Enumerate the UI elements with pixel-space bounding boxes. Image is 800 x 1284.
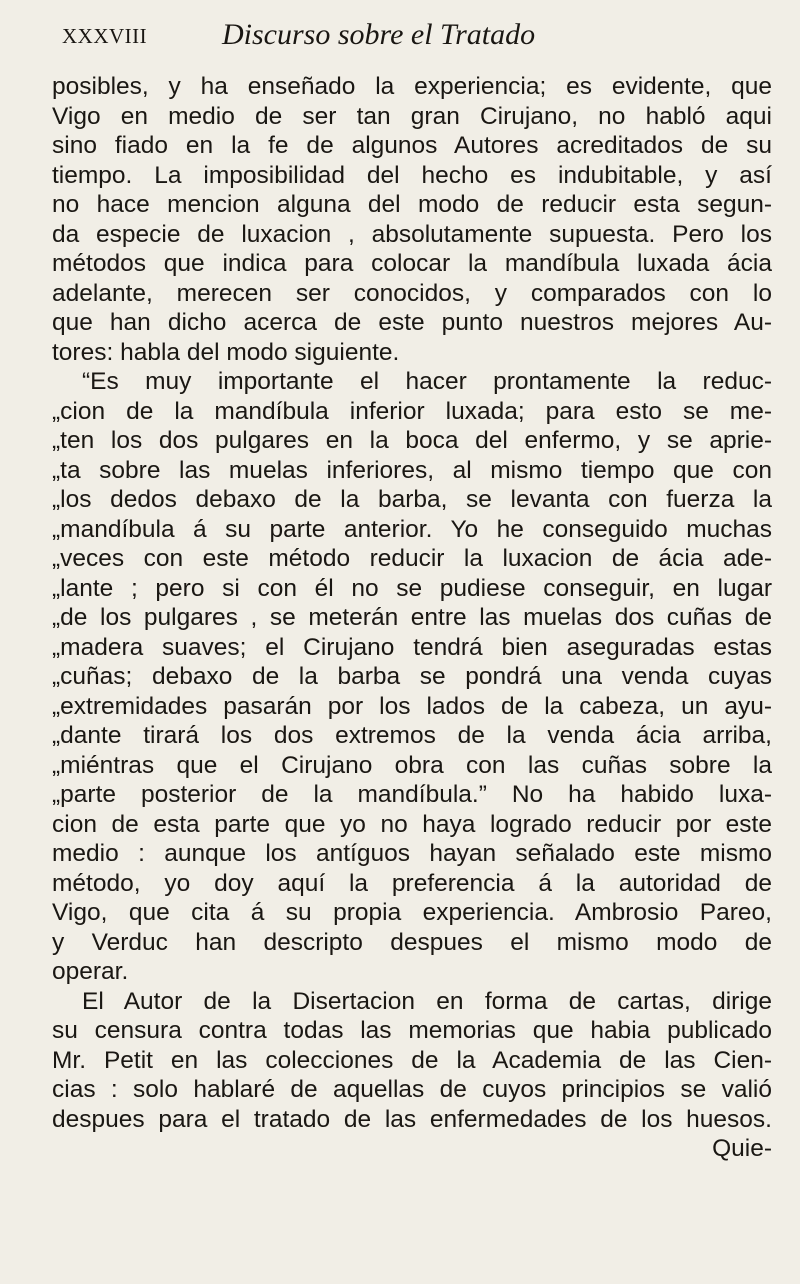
paragraph-end-line: operar. <box>52 958 129 985</box>
quote-line: „lante ; pero si con él no se pudiese conseguir, en lugar <box>52 574 772 602</box>
text-line: su censura contra todas las memorias que habia publicado <box>52 1017 772 1044</box>
running-head <box>62 18 740 64</box>
text-line: medio : aunque los antíguos hayan señalado este mismo <box>52 840 772 867</box>
text-line: adelante, merecen ser conocidos, y comparados con lo <box>52 279 772 307</box>
text-line: despues para el tratado de las enfermedades de los huesos. <box>52 1105 772 1133</box>
catchword: Quie- <box>712 1135 772 1162</box>
page-number: XXXVIII <box>62 24 148 48</box>
quote-line: „cion de la mandíbula inferior luxada; para esto se me- <box>52 397 772 425</box>
quote-line: „madera suaves; el Cirujano tendrá bien aseguradas estas <box>52 633 772 661</box>
quote-line: „cuñas; debaxo de la barba se pondrá una venda cuyas <box>52 663 772 690</box>
quote-line: „parte posterior de la mandíbula.” No ha habido luxa- <box>52 781 772 808</box>
quote-line: „miéntras que el Cirujano obra con las cuñas sobre la <box>52 751 772 779</box>
quote-line: „los dedos debaxo de la barba, se levanta con fuerza la <box>52 486 772 513</box>
text-line: Mr. Petit en las colecciones de la Academia de las Cien- <box>52 1046 772 1074</box>
quote-line: „de los pulgares , se meterán entre las muelas dos cuñas de <box>52 604 772 631</box>
text-line: no hace mencion alguna del modo de reducir esta segun- <box>52 191 772 218</box>
quote-line: „mandíbula á su parte anterior. Yo he conseguido muchas <box>52 515 772 543</box>
text-line: posibles, y ha enseñado la experiencia; es evidente, que <box>52 73 772 100</box>
quote-line: “Es muy importante el hacer prontamente la reduc- <box>82 368 772 395</box>
body-text <box>52 72 772 1164</box>
text-line: sino fiado en la fe de algunos Autores acreditados de su <box>52 132 772 159</box>
text-line: da especie de luxacion , absolutamente supuesta. Pero los <box>52 220 772 248</box>
text-line: tiempo. La imposibilidad del hecho es indubitable, y así <box>52 161 772 189</box>
running-title: Discurso sobre el Tratado <box>222 18 536 51</box>
quote-line: „ta sobre las muelas inferiores, al mismo tiempo que con <box>52 456 772 484</box>
text-line: Vigo en medio de ser tan gran Cirujano, no habló aqui <box>52 102 772 130</box>
text-line: y Verduc han descripto despues el mismo modo de <box>52 928 772 956</box>
quote-line: „veces con este método reducir la luxacion de ácia ade- <box>52 545 772 572</box>
text-line: El Autor de la Disertacion en forma de cartas, dirige <box>82 987 772 1015</box>
quote-line: „extremidades pasarán por los lados de la cabeza, un ayu- <box>52 692 772 720</box>
text-line: métodos que indica para colocar la mandíbula luxada ácia <box>52 250 772 277</box>
text-line: que han dicho acerca de este punto nuestros mejores Au- <box>52 309 772 336</box>
text-line: método, yo doy aquí la preferencia á la autoridad de <box>52 869 772 897</box>
text-line: Vigo, que cita á su propia experiencia. Ambrosio Pareo, <box>52 899 772 926</box>
quote-line: „ten los dos pulgares en la boca del enfermo, y se aprie- <box>52 427 772 454</box>
quote-line: „dante tirará los dos extremos de la venda ácia arriba, <box>52 722 772 749</box>
text-line: cias : solo hablaré de aquellas de cuyos principios se valió <box>52 1076 772 1103</box>
text-line: cion de esta parte que yo no haya logrado reducir por este <box>52 810 772 838</box>
paragraph-end-line: tores: habla del modo siguiente. <box>52 338 400 366</box>
